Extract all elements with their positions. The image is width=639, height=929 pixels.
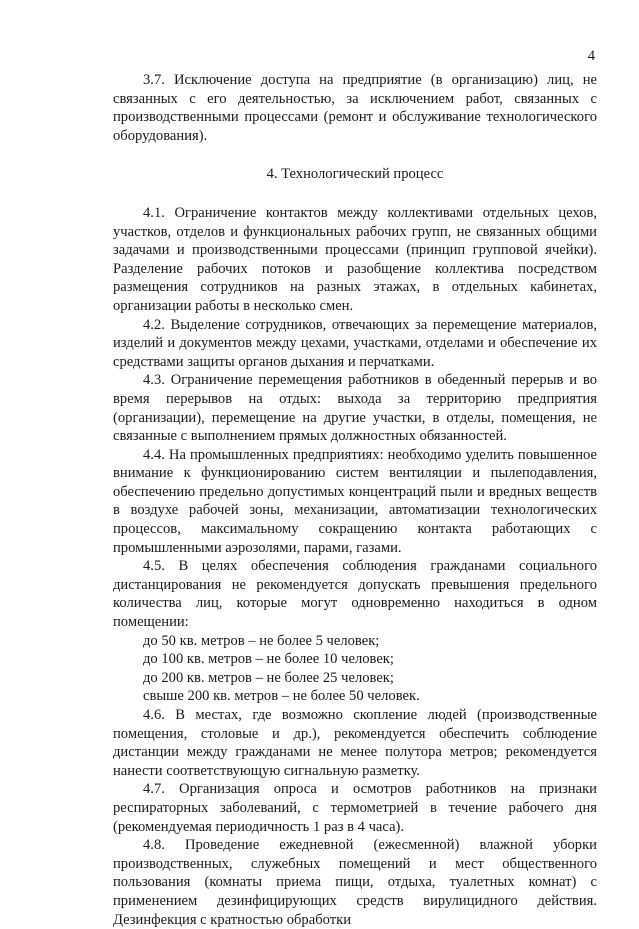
paragraph-4-7: 4.7. Организация опроса и осмотров работников на признаки респираторных заболеваний, с термометрией в течение рабочего дня (рекомендуемая периодичность 1 раз в 4 часа).: [113, 781, 597, 835]
paragraph-3-7: 3.7. Исключение доступа на предприятие (в организацию) лиц, не связанных с его деятельностью, за исключением работ, связанных с производственными процессами (ремонт и обслуживание технологического оборудования).: [113, 72, 597, 144]
paragraph-4-5: 4.5. В целях обеспечения соблюдения гражданами социального дистанцирования не рекомендуется допускать превышения предельного количества лиц, которые могут одновременно находиться в одном помещении:: [113, 558, 597, 631]
section-heading: 4. Технологический процесс: [266, 166, 444, 183]
limit-item: до 200 кв. метров – не более 25 человек;: [143, 669, 394, 686]
limit-item: свыше 200 кв. метров – не более 50 человек.: [143, 688, 420, 705]
limit-item: до 50 кв. метров – не более 5 человек;: [143, 632, 380, 649]
paragraph-4-6: 4.6. В местах, где возможно скопление людей (производственные помещения, столовые и др.), рекомендуется обеспечить соблюдение дистанции между гражданами не менее полутора метров; рекомендуется нанести соответствующую сигнальную разметку.: [113, 707, 597, 779]
document-body: [113, 71, 597, 929]
paragraph-4-1: 4.1. Ограничение контактов между коллективами отдельных цехов, участков, отделов и функциональных рабочих групп, не связанных общими задачами и производственными процессами (принцип групповой ячейки). Разделение рабочих потоков и разобщение коллектива посредством размещения сотрудников на разных этажах, в отдельных кабинетах, организации работы в несколько смен.: [113, 204, 597, 314]
paragraph-4-4: 4.4. На промышленных предприятиях: необходимо уделить повышенное внимание к функционированию систем вентиляции и пылеподавления, обеспечению предельно допустимых концентраций пыли и вредных веществ в воздухе рабочей зоны, механизации, автоматизации технологических процессов, максимальному сокращению контакта работающих с промышленными аэрозолями, парами, газами.: [113, 446, 597, 556]
paragraph-4-8: 4.8. Проведение ежедневной (ежесменной) влажной уборки производственных, служебных помещений и мест общественного пользования (комнаты приема пищи, отдыха, туалетных комнат) с применением дезинфицирующих средств вирулицидного действия. Дезинфекция с кратностью обработки: [113, 837, 597, 928]
paragraph-4-3: 4.3. Ограничение перемещения работников в обеденный перерыв и во время перерывов на отдых: выхода за территорию предприятия (организации), перемещение на другие участки, в отделы, помещения, не связанные с выполнением прямых должностных обязанностей.: [113, 372, 597, 445]
paragraph-4-2: 4.2. Выделение сотрудников, отвечающих за перемещение материалов, изделий и документов между цехами, участками, отделами и обеспечение их средствами защиты органов дыхания и перчатками.: [113, 316, 597, 370]
limit-item: до 100 кв. метров – не более 10 человек;: [143, 651, 394, 668]
page-number: 4: [587, 48, 595, 64]
